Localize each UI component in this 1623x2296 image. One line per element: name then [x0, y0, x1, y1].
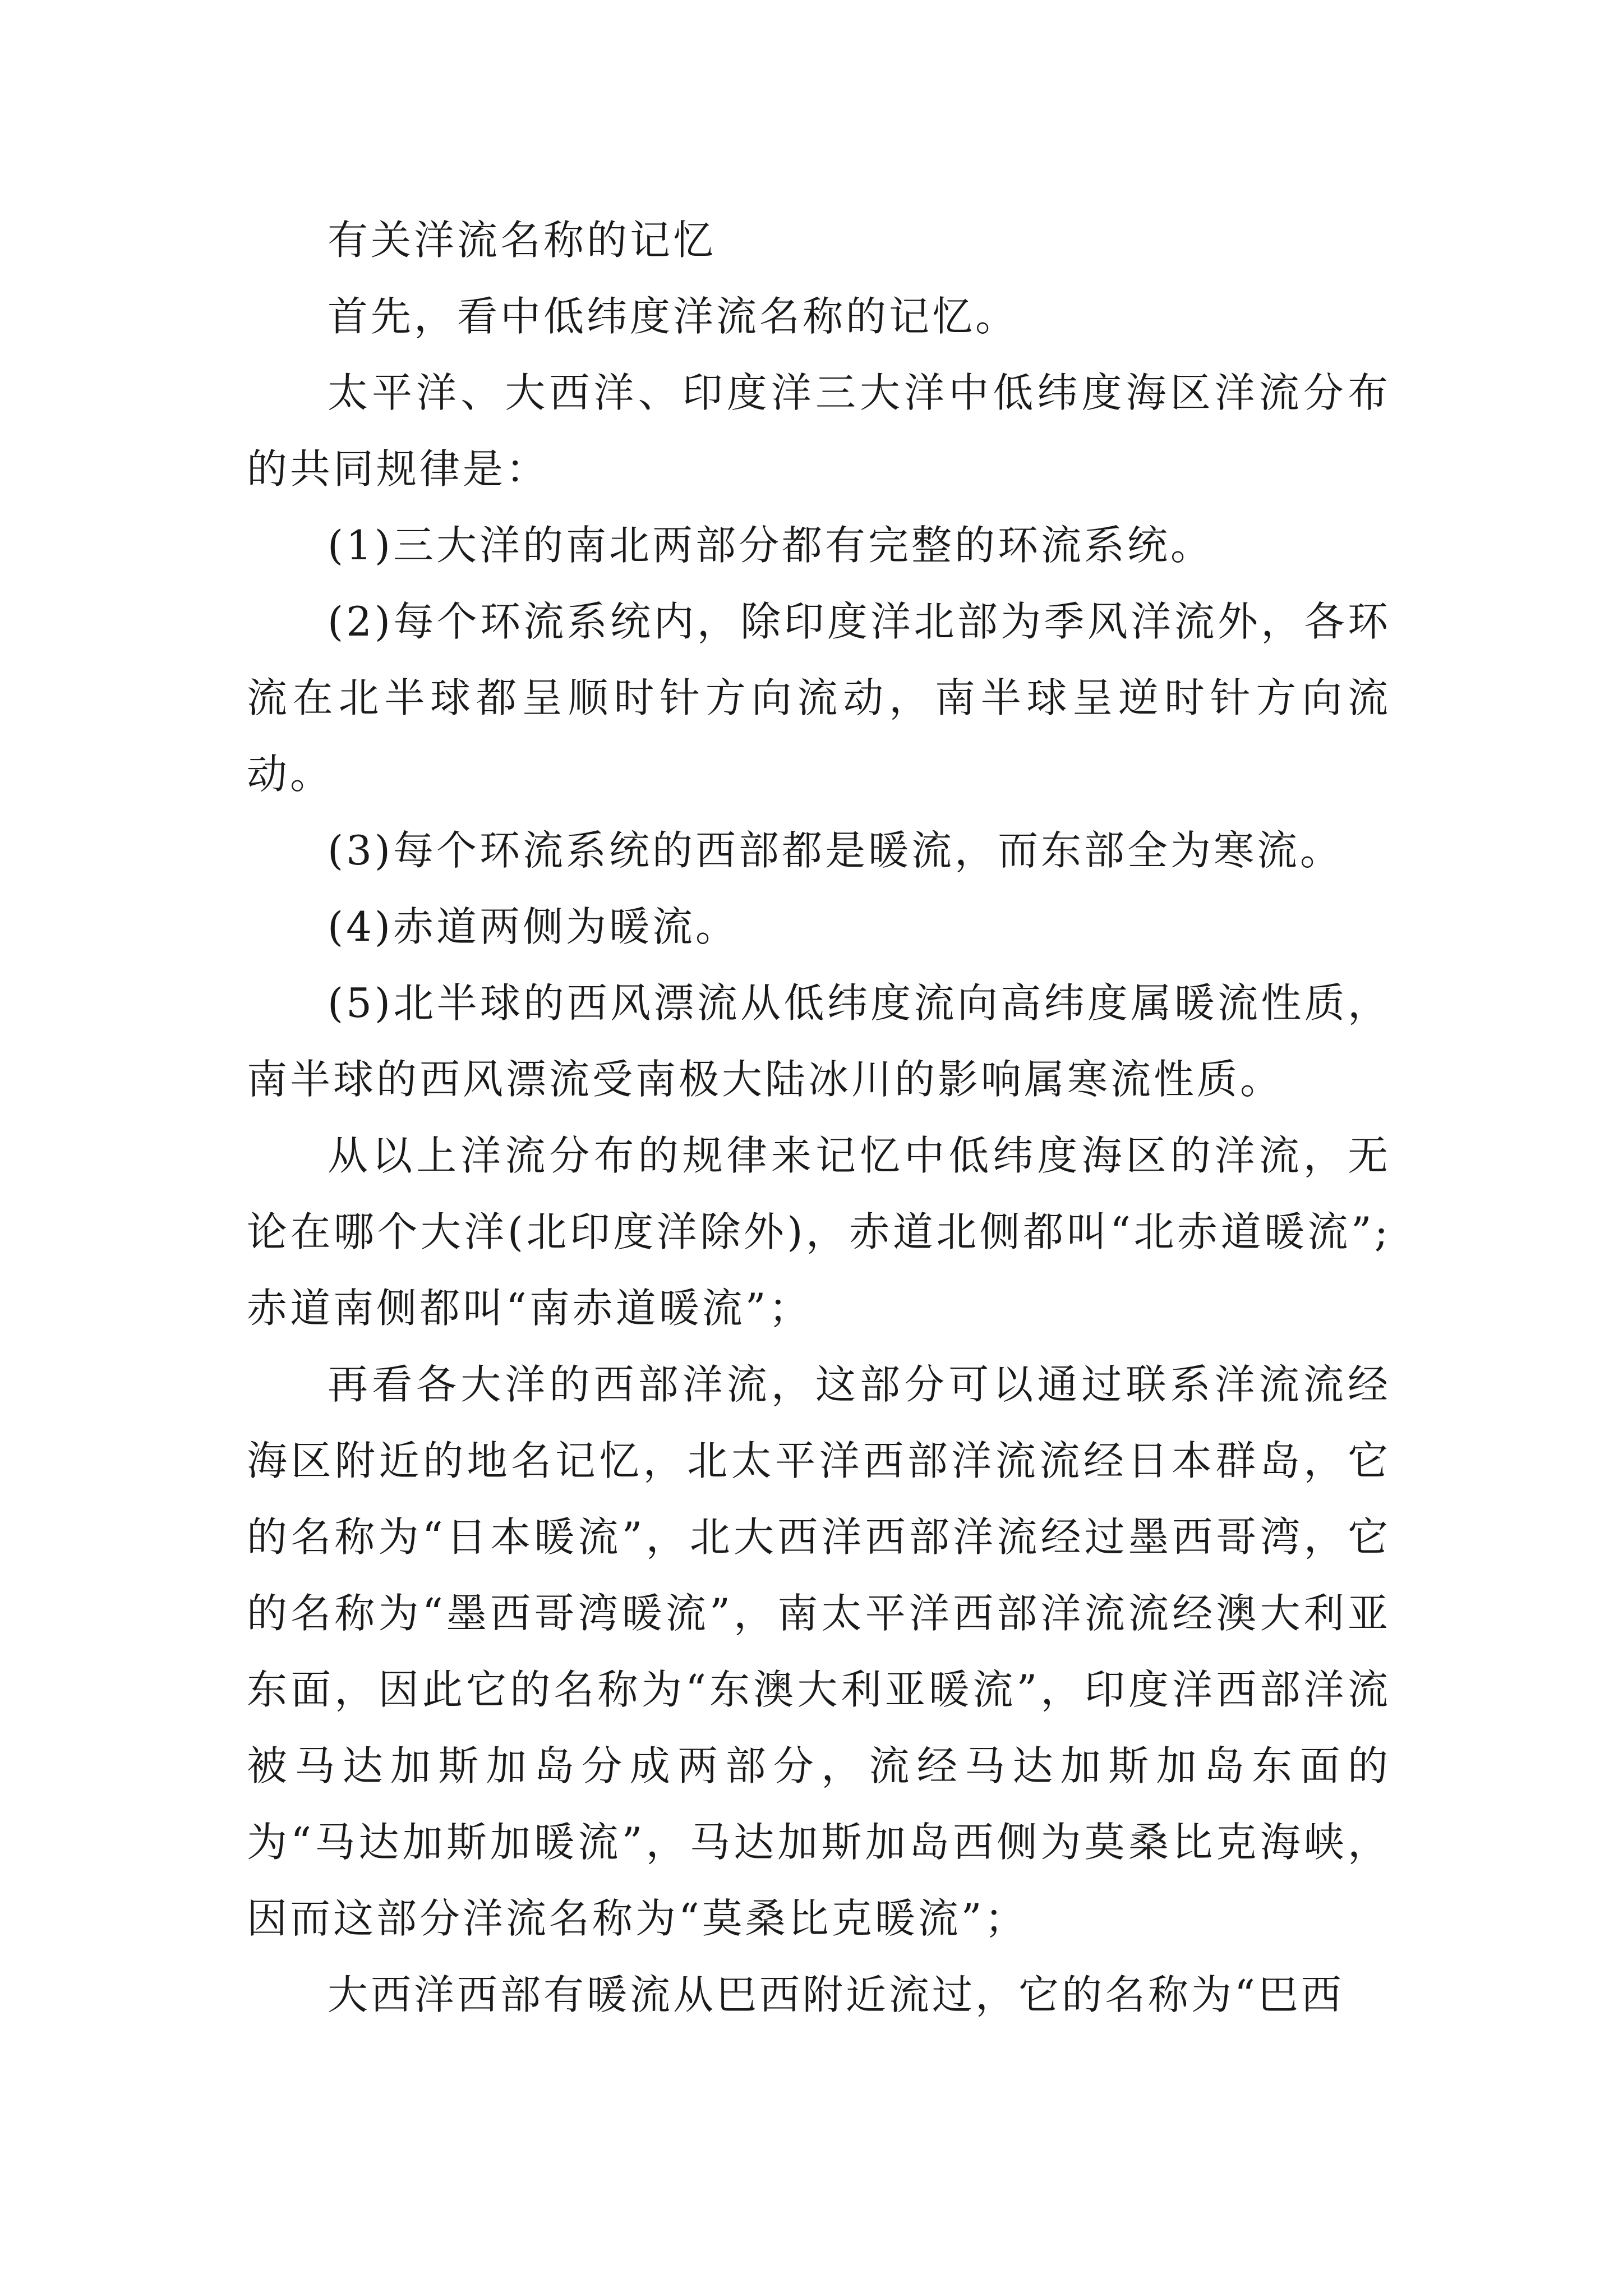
document-body — [247, 202, 1391, 2033]
paragraph-atlantic-west: 大西洋西部有暖流从巴西附近流过，它的名称为“巴西 — [328, 1971, 1344, 2018]
paragraph-rule-3: (3)每个环流系统的西部都是暖流，而东部全为寒流。 — [328, 827, 1343, 874]
paragraph-western-currents: 再看各大洋的西部洋流，这部分可以通过联系洋流流经海区附近的地名记忆，北太平洋西部洋流流经日本群岛，它的名称为“日本暖流”，北大西洋西部洋流经过墨西哥湾，它的名称为“墨西哥湾暖流”，南太平洋西部洋流流经澳大利亚东面，因此它的名称为“东澳大利亚暖流”，印度洋西部洋流被马达加斯加岛分成两部分，流经马达加斯加岛东面的为“马达加斯加暖流”，马达加斯加岛西侧为莫桑比克海峡，因而这部分洋流名称为“莫桑比克暖流”； — [247, 1361, 1391, 1942]
paragraph-rule-2: (2)每个环流系统内，除印度洋北部为季风洋流外，各环流在北半球都呈顺时针方向流动，南半球呈逆时针方向流动。 — [247, 598, 1391, 798]
paragraph-rule-5: (5)北半球的西风漂流从低纬度流向高纬度属暖流性质，南半球的西风漂流受南极大陆冰川的影响属寒流性质。 — [247, 979, 1391, 1103]
paragraph-intro: 首先，看中低纬度洋流名称的记忆。 — [328, 293, 1019, 340]
paragraph-rule-4: (4)赤道两侧为暖流。 — [328, 903, 739, 950]
document-title: 有关洋流名称的记忆 — [328, 217, 717, 264]
paragraph-pattern-lead: 太平洋、大西洋、印度洋三大洋中低纬度海区洋流分布的共同规律是： — [247, 369, 1391, 493]
paragraph-equatorial: 从以上洋流分布的规律来记忆中低纬度海区的洋流，无论在哪个大洋(北印度洋除外)，赤道北侧都叫“北赤道暖流”;赤道南侧都叫“南赤道暖流”； — [247, 1132, 1391, 1332]
paragraph-rule-1: (1)三大洋的南北两部分都有完整的环流系统。 — [328, 522, 1214, 569]
